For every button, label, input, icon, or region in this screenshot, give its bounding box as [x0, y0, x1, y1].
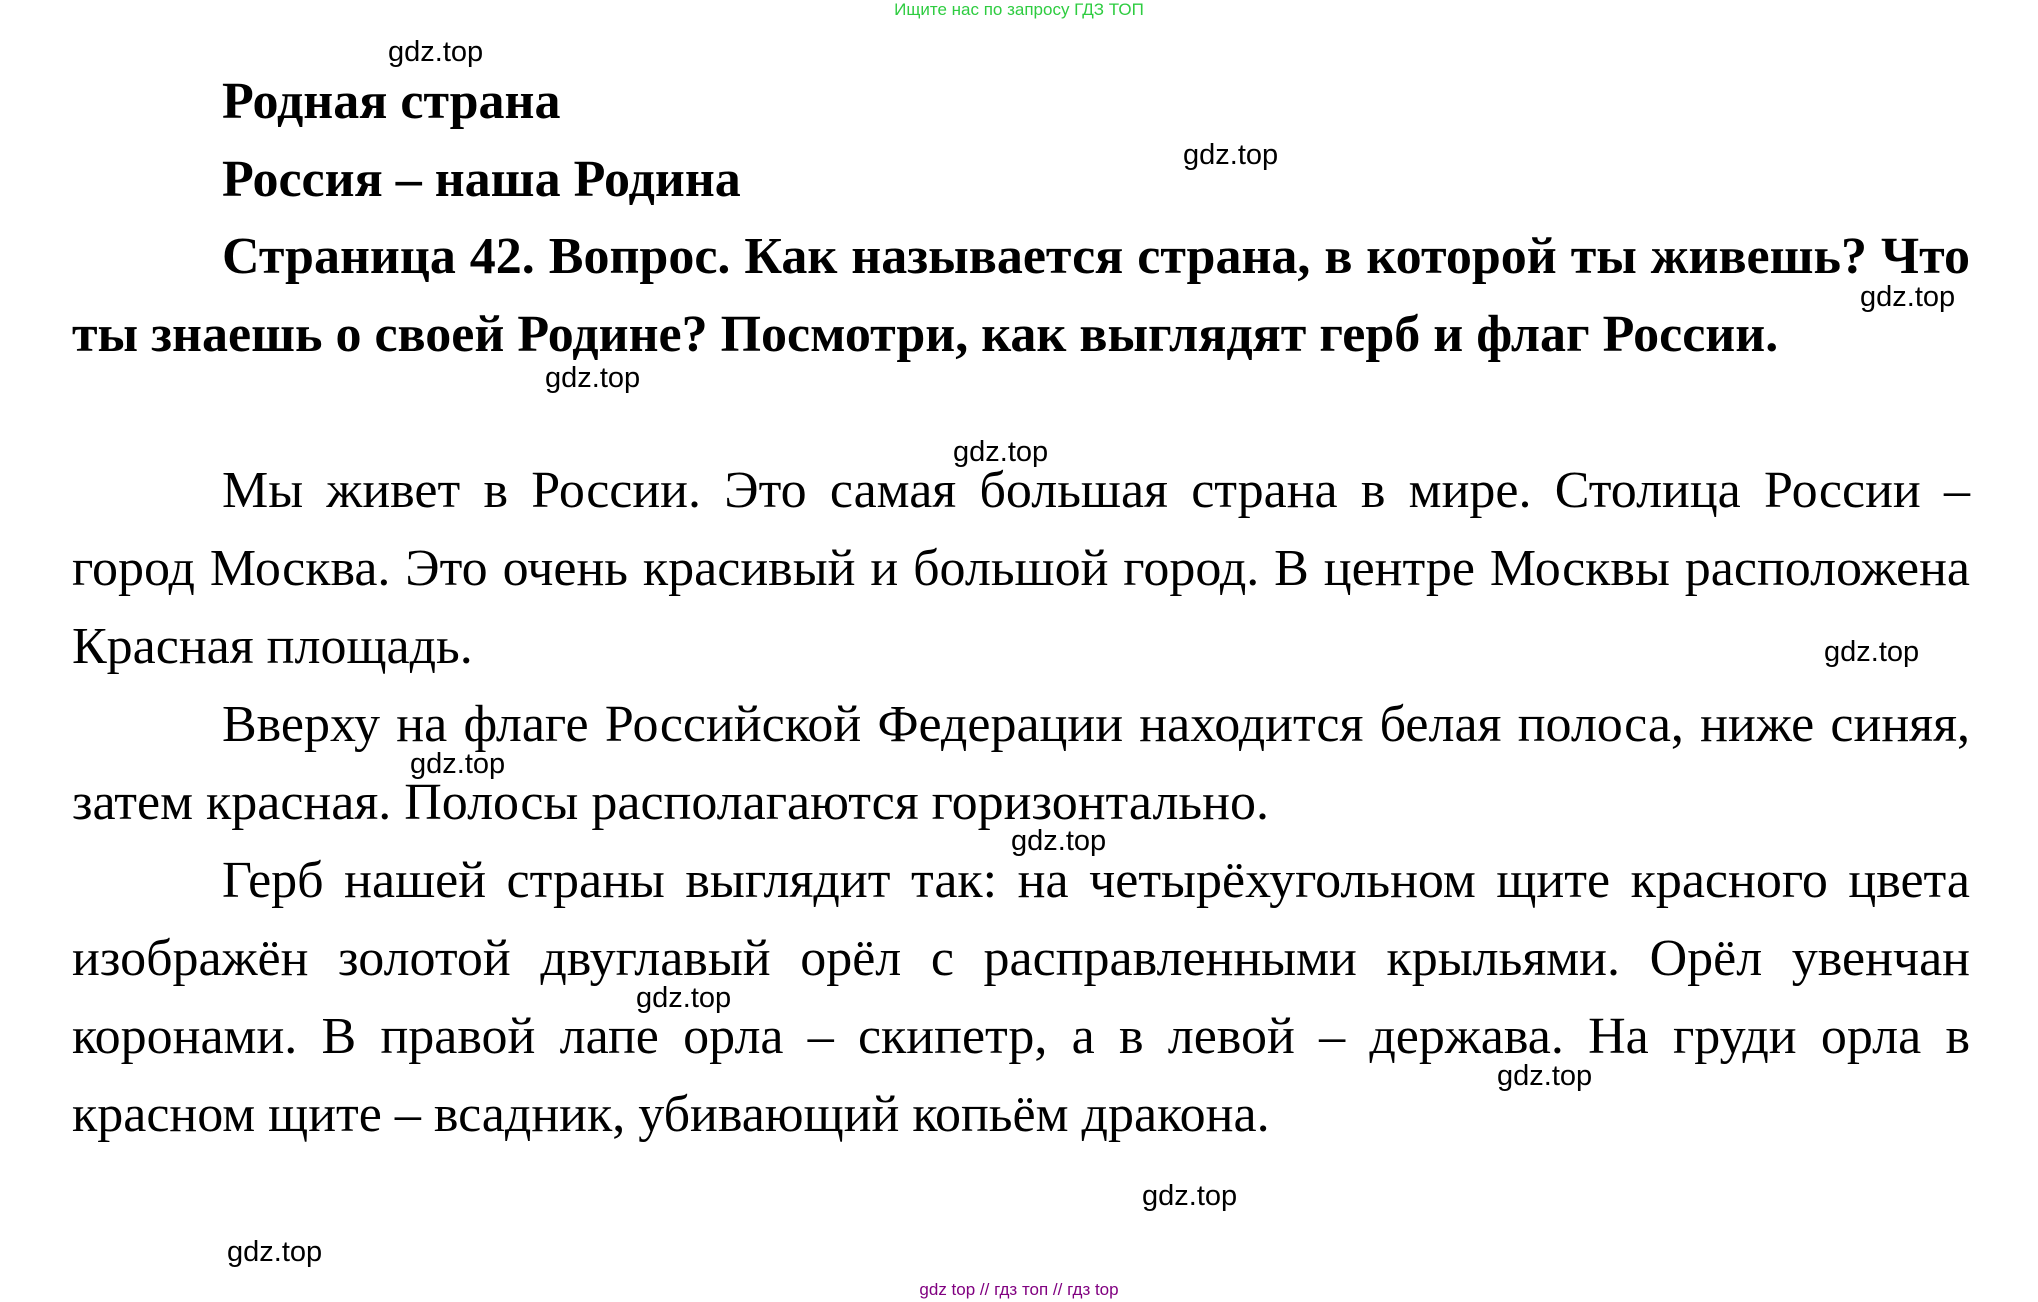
question-paragraph: Страница 42. Вопрос. Как называется страна, в которой ты живешь? Что ты знаешь о своей Родине? Посмотри, как выглядят герб и флаг России. [72, 228, 1970, 363]
watermark: gdz.top [227, 1236, 323, 1268]
watermark: gdz.top [545, 362, 641, 394]
watermark: gdz.top [1142, 1180, 1238, 1212]
footer: gdz top // гдз топ // гдз top [919, 1280, 1119, 1299]
watermark: gdz.top [1183, 139, 1279, 171]
answer-paragraph: Вверху на флаге Российской Федерации находится белая полоса, ниже синяя, затем красная. Полосы располагаются горизонтально. [72, 696, 1970, 831]
top-banner: Ищите нас по запросу ГДЗ ТОП [894, 0, 1144, 19]
watermark: gdz.top [410, 748, 506, 780]
watermark: gdz.top [388, 36, 484, 68]
watermark: gdz.top [1824, 636, 1920, 668]
topic-heading: Россия – наша Родина [222, 151, 741, 208]
watermark: gdz.top [1497, 1060, 1593, 1092]
watermark: gdz.top [1860, 281, 1956, 313]
watermark: gdz.top [636, 982, 732, 1014]
section-heading: Родная страна [222, 73, 561, 130]
watermark: gdz.top [953, 436, 1049, 468]
answer-paragraph: Мы живет в России. Это самая большая страна в мире. Столица России – город Москва. Это очень красивый и большой город. В центре Москвы расположена Красная площадь. [72, 462, 1970, 675]
watermark: gdz.top [1011, 825, 1107, 857]
answer-paragraph: Герб нашей страны выглядит так: на четырёхугольном щите красного цвета изображён золотой двуглавый орёл с расправленными крыльями. Орёл увенчан коронами. В правой лапе орла – скипетр, а в левой – держава. На груди орла в красном щите – всадник, убивающий копьём дракона. [72, 852, 1970, 1143]
